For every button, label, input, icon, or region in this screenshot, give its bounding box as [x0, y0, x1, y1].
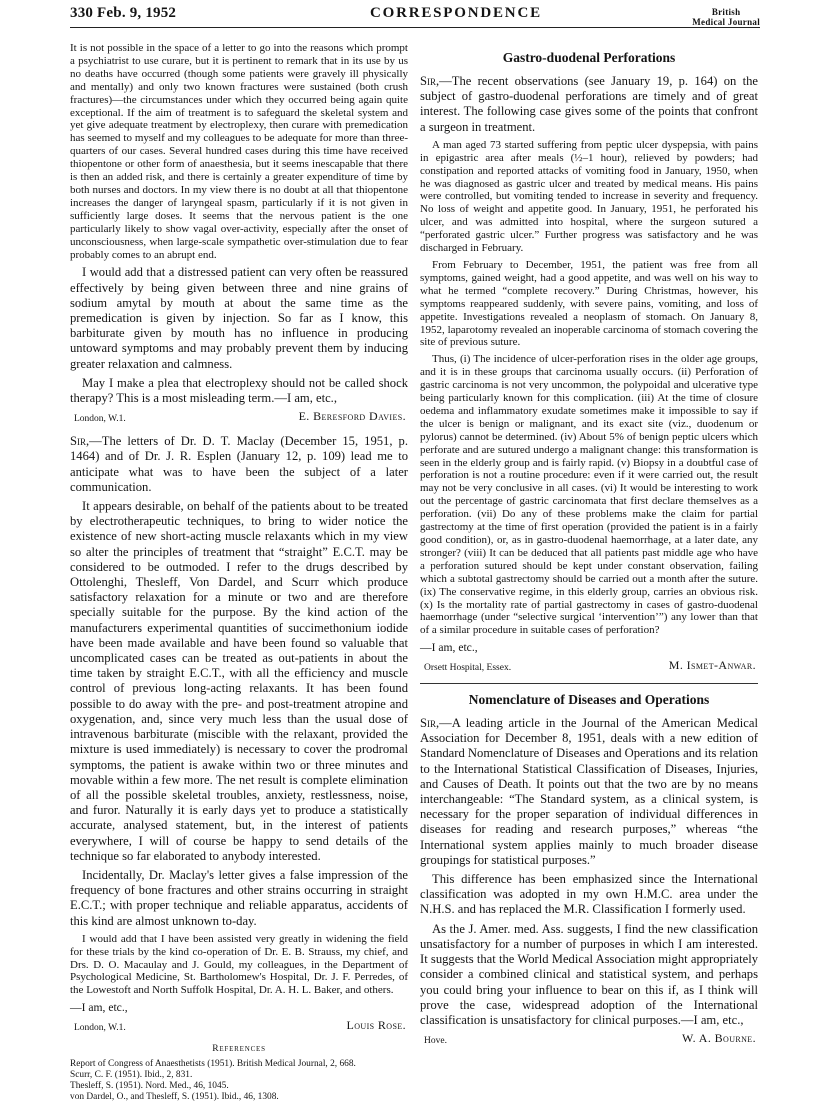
letter-anwar-paragraph-1: —The recent observations (see January 19, p. 164) on the subject of gastro-duodenal perforations are timely and of great interest. The following case gives some of the points that confront a surgeon in treatment.: [420, 74, 758, 134]
letter-davies-paragraph-1: It is not possible in the space of a letter to go into the reasons which prompt a psychiatrist to use curare, but it is pertinent to remark that in its use by us no deaths have occurred (though some patients were gravely ill physically and mentally) and only two known fractures were sustained (both crush fractures)—the circumstances under which they occurred being again quite exceptional. If the aim of treatment is to safeguard the skeletal system and yet give adequate treatment by electroplexy, then curare with premedication has seemed to myself and my colleagues to be adequate for more than three-quarters of our cases. Several hundred cases during this time have received thiopentone or other form of anaesthesia, but it seems inescapable that there is then an added risk, and there is certainly a greater expenditure of time by both nurses and doctors. In my view there is no doubt at all that thiopentone increases the danger of laryngeal spasm, particularly if it is not given in sufficiently large doses. It seems that the nervous patient is the one particularly likely to show vagal over-activity, especially after the onset of unconsciousness, when large-scale sympathetic over-stimulation due to fear probably comes to an abrupt end.: [70, 42, 408, 261]
references-heading: References: [212, 1044, 266, 1055]
journal-name: [692, 7, 760, 27]
right-column: [420, 42, 758, 1056]
letter-rose-paragraph-4: I would add that I have been assisted very greatly in widening the field for these trials by the kind co-operation of Dr. E. B. Strauss, my chief, and Drs. D. O. Macaulay and J. Gould, my colleagues, in the Department of Psychological Medicine, St. Bartholomew's Hospital, Dr. J. F. Perredes, of the Lowestoft and North Suffolk Hospital, Dr. A. H. L. Baker, and others.: [70, 932, 408, 997]
letter-rose-paragraph-1: —The letters of Dr. D. T. Maclay (December 15, 1951, p. 1464) and of Dr. J. R. Esplen (January 12, p. 109) lead me to anticipate what was to have been the subject of a later communication.: [70, 434, 408, 494]
reference-item: von Dardel, O., and Thesleff, S. (1951). Ibid., 46, 1308.: [70, 1091, 279, 1102]
salutation: Sir,: [70, 434, 90, 449]
signature-name: M. Ismet-Anwar.: [668, 658, 756, 673]
letter-rose-opening: [70, 434, 408, 495]
salutation: Sir,: [420, 74, 440, 88]
signature-name: W. A. Bourne.: [682, 1031, 756, 1046]
left-column: [70, 42, 408, 1103]
letter-rose-paragraph-3: Incidentally, Dr. Maclay's letter gives a false impression of the frequency of bone fractures and other strains occurring in straight E.C.T.; with proper technique and reliable apparatus, accidents of this kind are almost unknown to-day.: [70, 867, 408, 928]
signature-place: Hove.: [424, 1036, 447, 1047]
signature-name: Louis Rose.: [346, 1018, 406, 1033]
header-rule: [70, 27, 760, 28]
journal-name-line1: British: [711, 7, 741, 17]
section-divider: [420, 683, 758, 684]
letter-rose-closing: —I am, etc.,: [70, 1001, 128, 1015]
letter-anwar-paragraph-4: Thus, (i) The incidence of ulcer-perforation rises in the older age groups, and it is in these groups that carcinoma usually occurs. (ii) Perforation of gastric carcinoma is not very uncommon, the polypoidal and ulcerative type being particularly known for this complication. (iii) At the time of closure oedema and inflammatory exudate sometimes make it impossible to say if the ulcer is benign or malignant, and its exact site (viz., duodenum or pylorus) cannot be determined. (iv) About 5% of benign peptic ulcers which perforate and are sutured undergo a malignant change: this transformation is seen in the elderly group and is fairly rapid. (v) Biopsy in a doubtful case of perforation is not a routine procedure: even if it were carried out, the result may not be very conclusive in all cases. (vi) It would be interesting to work out the percentage of gastric carcinomata that first declare themselves as a perforation. (vii) Do any of these problems make the claim for partial gastrectomy at the time of first operation (provided the patient is in a fairly good condition), or, as in gastro-duodenal haemorrhage, at a later date, any stronger? (viii) It can be deduced that all patients past middle age who have a perforation sutured should be kept under constant observation, failing which a subtotal gastrectomy should be carried out a month after the suture. (ix) The conservative regime, in this elderly group, carries an obvious risk. (x) Is the mortality rate of partial gastrectomy in cases of gastro-duodenal haemorrhage (under “selective surgical ‘intervention’”) any lower than that of a similar procedure in suitable cases of perforation?: [420, 353, 758, 637]
case-report-paragraph: A man aged 73 started suffering from peptic ulcer dyspepsia, with pains in epigastric area after meals (½–1 hour), relieved by powders; had constipation and reported attacks of vomiting food in January, 1950, when he was diagnosed as gastric ulcer and treated by medical means. His pains were controlled, but vomiting tended to increase in severity and frequency. No loss of weight and appetite good. In January, 1951, he perforated his ulcer, and was admitted into hospital, where the surgeon sutured a “perforated gastric ulcer.” Further progress was satisfactory and he was discharged in February.: [420, 138, 758, 255]
letter-bourne-paragraph-3: As the J. Amer. med. Ass. suggests, I find the new classification unsatisfactory for a number of purposes in which I am interested. It suggests that the World Medical Association might appropriately consider a combined clinical and statistical system, and perhaps you could bring your influence to bear on this if, as I think will prove the case, widespread adoption of the International classification is unsatisfactory for clinical purposes.—I am, etc.,: [420, 921, 758, 1027]
letter-bourne-paragraph-1: —A leading article in the Journal of the American Medical Association for December 8, 1951, deals with a new edition of Standard Nomenclature of Diseases and Operations and its relation to the International Statistical Classification of Diseases, Injuries, and Causes of Death. It points out that the two are by no means interchangeable: “The Standard system, as a clinical system, is necessary for the proper separation of individual differences in diseases for reading and research purposes,” whereas “the International system applies mainly to much broader disease groupings for statistical purposes.”: [420, 716, 758, 867]
salutation: Sir,: [420, 716, 440, 731]
journal-name-line2: Medical Journal: [692, 17, 760, 27]
section-title: CORRESPONDENCE: [370, 5, 542, 21]
letter-anwar-paragraph-3: From February to December, 1951, the patient was free from all symptoms, gained weight, had a good appetite, and was well on his way to what he termed “complete recovery.” During Christmas, however, his symptoms reappeared suddenly, with severe pains, vomiting, and loss of appetite. Investigations revealed a neoplasm of stomach. On January 8, 1952, laparotomy revealed an inoperable carcinoma of stomach covering the site of previous suture.: [420, 258, 758, 349]
article-heading-nomenclature: Nomenclature of Diseases and Operations: [468, 692, 710, 708]
letter-davies-paragraph-2: I would add that a distressed patient can very often be reassured effectively by being given between three and nine grains of sodium amytal by mouth at about the same time as the premedication is given by injection. So far as I know, this barbiturate given by mouth has no influence in producing untoward symptoms and may probably prevent them by inducing greater relaxation and calmness.: [70, 265, 408, 371]
signature-place: Orsett Hospital, Essex.: [424, 663, 512, 674]
signature-place: London, W.1.: [74, 414, 126, 425]
reference-item: Scurr, C. F. (1951). Ibid., 2, 831.: [70, 1069, 193, 1080]
letter-bourne-paragraph-2: This difference has been emphasized since the International classification was adopted in my own H.M.C. area under the N.H.S. and has replaced the M.R. Classification I formerly used.: [420, 872, 758, 917]
letter-davies-paragraph-3: May I make a plea that electroplexy should not be called shock therapy? This is a most misleading term.—I am, etc.,: [70, 375, 408, 406]
signature-anwar: [420, 659, 758, 675]
article-heading-gastro-duodenal: Gastro-duodenal Perforations: [502, 50, 676, 65]
letter-bourne-opening: [420, 716, 758, 868]
letter-anwar-closing: —I am, etc.,: [420, 641, 478, 655]
signature-name: E. Beresford Davies.: [298, 409, 406, 424]
letter-rose-paragraph-2: It appears desirable, on behalf of the patients about to be treated by electrotherapeutic techniques, to bring to wider notice the existence of new short-acting muscle relaxants which in my view so alter the principles of treatment that “straight” E.C.T. may be considered to be outmoded. I refer to the drugs described by Ottolenghi, Thesleff, Von Dardel, and Scurr which produce satisfactory relaxation for a minute or two and are therefore specially suitable for the purpose. By the kind action of the manufacturers experimental quantities of succimethonium iodide have been made available and have been found so valuable that uncomplicated cases can be treated as out-patients in about the time taken by straight E.C.T., with all the efficiency and muscle control of previous long-acting relaxants. It has been found possible to do away with the pre- and post-treatment atropine and oxygenation, and, since very much less than the usual dose of intravenous barbiturate (miscible with the relaxant, provided the mixture is used immediately) is necessary to cover the prodromal symptoms, the patient is awake within two or three minutes and movable within a few more. The net result is complete elimination of all the possible skeletal troubles, anxiety, restlessness, noise, and furor. Naturally it is early days yet to produce a statistically accurate, analysed statement, but, in the interest of patients everywhere, I will of course be happy to send details of the technique so far elaborated to anybody interested.: [70, 499, 408, 863]
page-header: [70, 5, 760, 39]
signature-place: London, W.1.: [74, 1023, 126, 1034]
signature-bourne: [420, 1032, 758, 1048]
reference-item: Thesleff, S. (1951). Nord. Med., 46, 1045.: [70, 1080, 229, 1091]
letter-anwar-opening: [420, 74, 758, 135]
signature-davies: [70, 410, 408, 426]
signature-rose: [70, 1019, 408, 1035]
reference-item: Report of Congress of Anaesthetists (1951). British Medical Journal, 2, 668.: [70, 1058, 356, 1069]
page-number-date: 330 Feb. 9, 1952: [70, 5, 177, 21]
